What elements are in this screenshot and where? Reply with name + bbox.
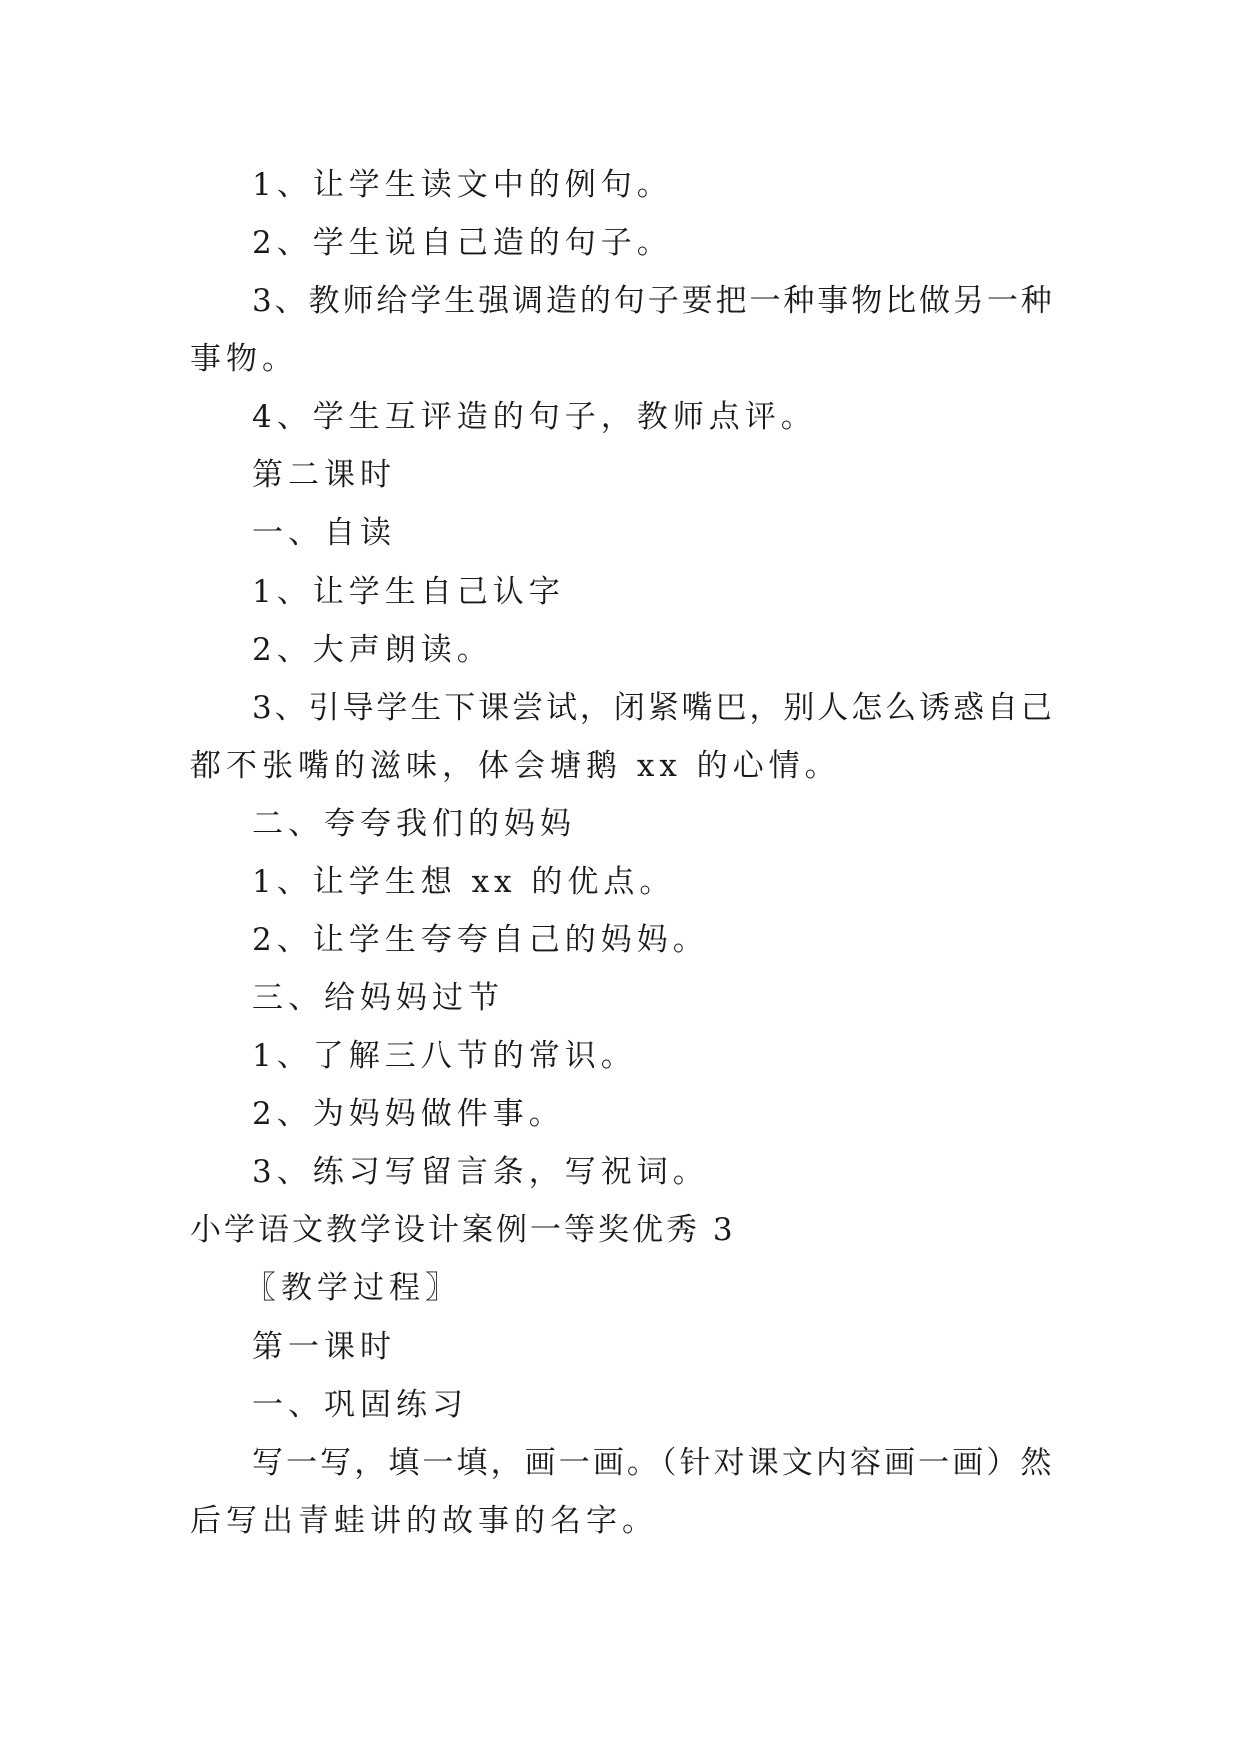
- paragraph-line: 2、让学生夸夸自己的妈妈。: [252, 922, 709, 958]
- paragraph-line: 1、让学生读文中的例句。: [252, 167, 673, 203]
- section-heading: 一、巩固练习: [252, 1387, 468, 1423]
- paragraph-line: 2、学生说自己造的句子。: [252, 225, 673, 261]
- section-heading: 一、自读: [252, 515, 396, 551]
- paragraph-line: 写一写，填一填，画一画。（针对课文内容画一画）然: [252, 1445, 1055, 1481]
- paragraph-line: 3、教师给学生强调造的句子要把一种事物比做另一种: [252, 283, 1055, 319]
- paragraph-line: 3、引导学生下课尝试，闭紧嘴巴，别人怎么诱惑自己: [252, 690, 1055, 726]
- paragraph-line: 3、练习写留言条，写祝词。: [252, 1154, 709, 1190]
- paragraph-line: 事物。: [190, 341, 298, 377]
- section-heading: 第一课时: [252, 1329, 396, 1365]
- document-title: 小学语文教学设计案例一等奖优秀 3: [190, 1212, 736, 1248]
- paragraph-line: 1、让学生想 xx 的优点。: [252, 864, 676, 900]
- section-heading: 三、给妈妈过节: [252, 980, 504, 1016]
- paragraph-line: 4、学生互评造的句子，教师点评。: [252, 399, 817, 435]
- section-heading: 〖教学过程〗: [245, 1270, 461, 1306]
- paragraph-line: 2、为妈妈做件事。: [252, 1096, 565, 1132]
- paragraph-line: 2、大声朗读。: [252, 632, 493, 668]
- paragraph-line: 都不张嘴的滋味，体会塘鹅 xx 的心情。: [190, 748, 841, 784]
- paragraph-line: 1、了解三八节的常识。: [252, 1038, 637, 1074]
- paragraph-line: 后写出青蛙讲的故事的名字。: [190, 1503, 658, 1539]
- paragraph-line: 1、让学生自己认字: [252, 574, 565, 610]
- section-heading: 二、夸夸我们的妈妈: [252, 806, 576, 842]
- section-heading: 第二课时: [252, 457, 396, 493]
